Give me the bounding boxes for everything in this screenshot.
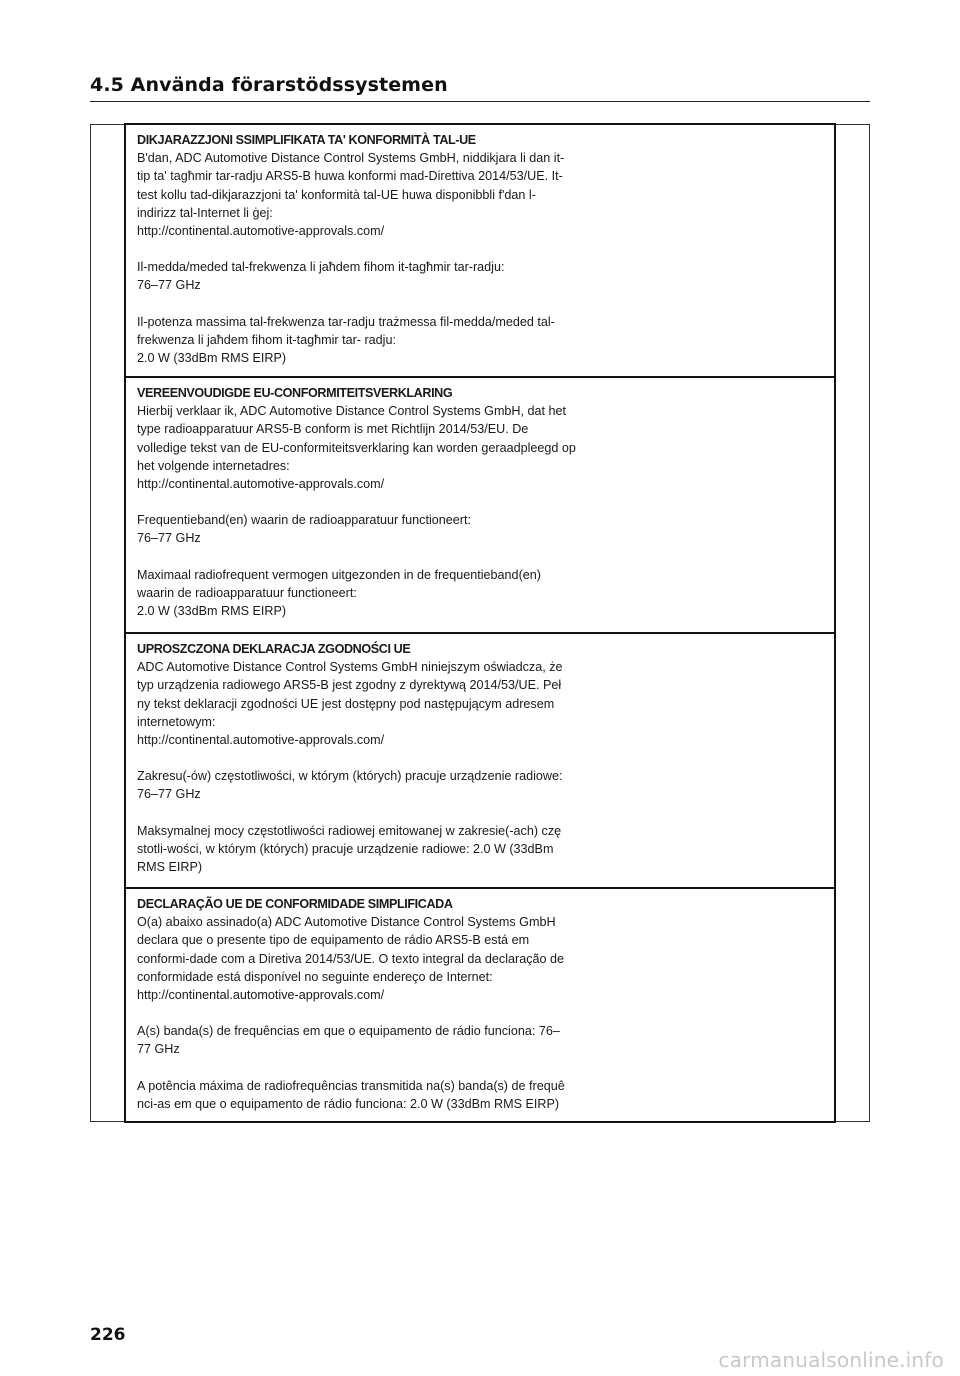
section-paragraph: Il-medda/meded tal-frekwenza li jaħdem fihom it-tagħmir tar-radju: 76–77 GHz [137,260,505,293]
section-paragraph: Frequentieband(en) waarin de radioapparatuur functioneert: 76–77 GHz [137,513,471,546]
section-paragraph: Maximaal radiofrequent vermogen uitgezonden in de frequentieband(en) waarin de radioapparatuur functioneert: 2.0 W (33dBm RMS EIRP) [137,567,541,619]
section-paragraph: Hierbij verklaar ik, ADC Automotive Distance Control Systems GmbH, dat het type radioapparatuur ARS5-B conform is met Richtlijn 2014/53/EU. De volledige tekst van de EU-conformiteitsverklaring kan worden geraadpleegd op het volgende internetadres: http://continental.automotive-approvals.com/ [137,404,576,492]
section-paragraph: O(a) abaixo assinado(a) ADC Automotive Distance Control Systems GmbH declara que o presente tipo de equipamento de rádio ARS5-B está em conformi-dade com a Diretiva 2014/53/UE. O texto integral da declaração de conformidade está disponível no seguinte endereço de Internet: http://continental.automotive-approvals.com/ [137,915,565,1003]
declaration-box [124,123,836,1123]
section-title: VEREENVOUDIGDE EU-CONFORMITEITSVERKLARING [137,386,453,400]
page-header-title: 4.5 Använda förarstödssystemen [90,74,448,96]
section-title: DECLARAÇÃO UE DE CONFORMIDADE SIMPLIFICADA [137,897,453,911]
page-number: 226 [90,1325,126,1345]
declaration-section-maltese [126,125,834,376]
header-divider [90,101,870,102]
section-title: DIKJARAZZJONI SSIMPLIFIKATA TA' KONFORMITÀ TAL-UE [137,133,476,147]
declaration-section-dutch [126,376,834,632]
declaration-section-polish [126,632,834,887]
watermark: carmanualsonline.info [718,1348,944,1372]
section-paragraph: B'dan, ADC Automotive Distance Control Systems GmbH, niddikjara li dan it- tip ta' tagħmir tar-radju ARS5-B huwa konformi mad-Direttiva 2014/53/UE. It- test kollu tad-dikjarazzjoni ta' konformità tal-UE huwa disponibbli f'dan l- indirizz tal-Internet li ġej: http://continental.automotive-approvals.com/ [137,151,565,239]
section-title: UPROSZCZONA DEKLARACJA ZGODNOŚCI UE [137,642,411,656]
section-paragraph: A potência máxima de radiofrequências transmitida na(s) banda(s) de frequê nci-as em que o equipamento de rádio funciona: 2.0 W (33dBm RMS EIRP) [137,1078,565,1111]
section-paragraph: ADC Automotive Distance Control Systems GmbH niniejszym oświadcza, że typ urządzenia radiowego ARS5-B jest zgodny z dyrektywą 2014/53/UE. Peł ny tekst deklaracji zgodności UE jest dostępny pod następującym adresem internetowym: http://continental.automotive-approvals.com/ [137,660,563,748]
section-paragraph: A(s) banda(s) de frequências em que o equipamento de rádio funciona: 76– 77 GHz [137,1024,560,1057]
declaration-section-portuguese [126,887,834,1121]
section-paragraph: Maksymalnej mocy częstotliwości radiowej emitowanej w zakresie(-ach) czę stotli-wości, w którym (których) pracuje urządzenie radiowe: 2.0 W (33dBm RMS EIRP) [137,823,562,875]
section-paragraph: Zakresu(-ów) częstotliwości, w którym (których) pracuje urządzenie radiowe: 76–77 GHz [137,769,563,802]
section-paragraph: Il-potenza massima tal-frekwenza tar-radju trażmessa fil-medda/meded tal- frekwenza li jaħdem fihom it-tagħmir tar- radju: 2.0 W (33dBm RMS EIRP) [137,314,555,366]
